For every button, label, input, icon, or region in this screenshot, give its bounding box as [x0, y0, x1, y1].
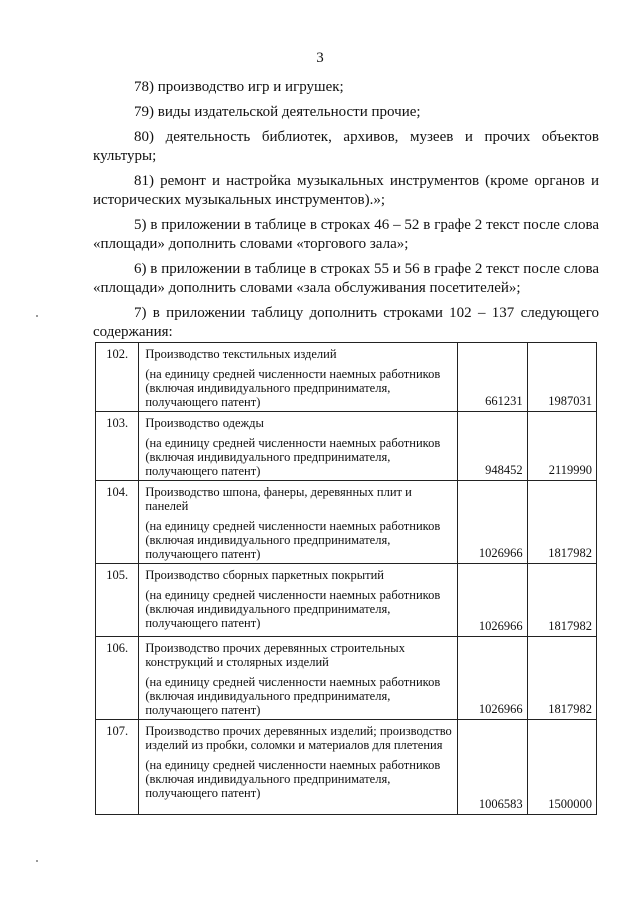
activity-cell: [139, 481, 458, 564]
activity-note: (на единицу средней численности наемных работников (включая индивидуального предпринимателя, получающего патент): [145, 675, 441, 717]
value-cell-2: 2119990: [527, 412, 596, 481]
paragraph-78: 78) производство игр и игрушек;: [134, 79, 344, 95]
activity-cell: [139, 637, 458, 720]
value-cell-2: 1817982: [527, 637, 596, 720]
activity-cell: [139, 412, 458, 481]
activity-cell: [139, 564, 458, 637]
scan-speck: [36, 315, 38, 317]
activity-name: Производство прочих деревянных строительных конструкций и столярных изделий: [145, 641, 405, 669]
value-cell-1: 948452: [458, 412, 527, 481]
row-number: 105.: [96, 564, 139, 637]
value-cell-1: 661231: [458, 343, 527, 412]
paragraph-item-7: 7) в приложении таблицу дополнить строками 102 – 137 следующего содержания:: [93, 305, 599, 340]
activity-name: Производство одежды: [145, 416, 264, 430]
activity-note: (на единицу средней численности наемных работников (включая индивидуального предпринимателя, получающего патент): [145, 436, 441, 478]
value-cell-1: 1026966: [458, 481, 527, 564]
paragraph-80: 80) деятельность библиотек, архивов, музеев и прочих объектов культуры;: [93, 129, 599, 164]
table-row: [96, 637, 597, 720]
activity-note: (на единицу средней численности наемных работников (включая индивидуального предпринимателя, получающего патент): [145, 588, 441, 630]
table-row: [96, 412, 597, 481]
value-cell-1: 1026966: [458, 637, 527, 720]
row-number: 104.: [96, 481, 139, 564]
row-number: 102.: [96, 343, 139, 412]
paragraph-item-6: 6) в приложении в таблице в строках 55 и 56 в графе 2 текст после слова «площади» дополнить словами «зала обслуживания посетителей»;: [93, 261, 599, 296]
body-text: [93, 78, 599, 348]
activity-note: (на единицу средней численности наемных работников (включая индивидуального предпринимателя, получающего патент): [145, 519, 441, 561]
activity-name: Производство шпона, фанеры, деревянных плит и панелей: [145, 485, 412, 513]
scan-speck: [36, 860, 38, 862]
row-number: 106.: [96, 637, 139, 720]
page-number: 3: [316, 50, 324, 66]
activity-name: Производство сборных паркетных покрытий: [145, 568, 384, 582]
table-row: [96, 564, 597, 637]
activity-name: Производство текстильных изделий: [145, 347, 337, 361]
rates-table: [95, 342, 597, 815]
paragraph-79: 79) виды издательской деятельности прочие;: [134, 104, 421, 120]
table-row: [96, 481, 597, 564]
row-number: 107.: [96, 720, 139, 815]
row-number: 103.: [96, 412, 139, 481]
value-cell-2: 1817982: [527, 481, 596, 564]
value-cell-2: 1817982: [527, 564, 596, 637]
value-cell-2: 1987031: [527, 343, 596, 412]
table-row: [96, 720, 597, 815]
rates-table-wrapper: [95, 342, 597, 815]
paragraph-item-5: 5) в приложении в таблице в строках 46 – 52 в графе 2 текст после слова «площади» дополнить словами «торгового зала»;: [93, 217, 599, 252]
value-cell-2: 1500000: [527, 720, 596, 815]
activity-cell: [139, 343, 458, 412]
activity-note: (на единицу средней численности наемных работников (включая индивидуального предпринимателя, получающего патент): [145, 367, 441, 409]
table-row: [96, 343, 597, 412]
activity-note: (на единицу средней численности наемных работников (включая индивидуального предпринимателя, получающего патент): [145, 758, 441, 800]
activity-name: Производство прочих деревянных изделий; производство изделий из пробки, соломки и материалов для плетения: [145, 724, 452, 752]
value-cell-1: 1026966: [458, 564, 527, 637]
activity-cell: [139, 720, 458, 815]
paragraph-81: 81) ремонт и настройка музыкальных инструментов (кроме органов и исторических музыкальных инструментов).»;: [93, 173, 599, 208]
value-cell-1: 1006583: [458, 720, 527, 815]
